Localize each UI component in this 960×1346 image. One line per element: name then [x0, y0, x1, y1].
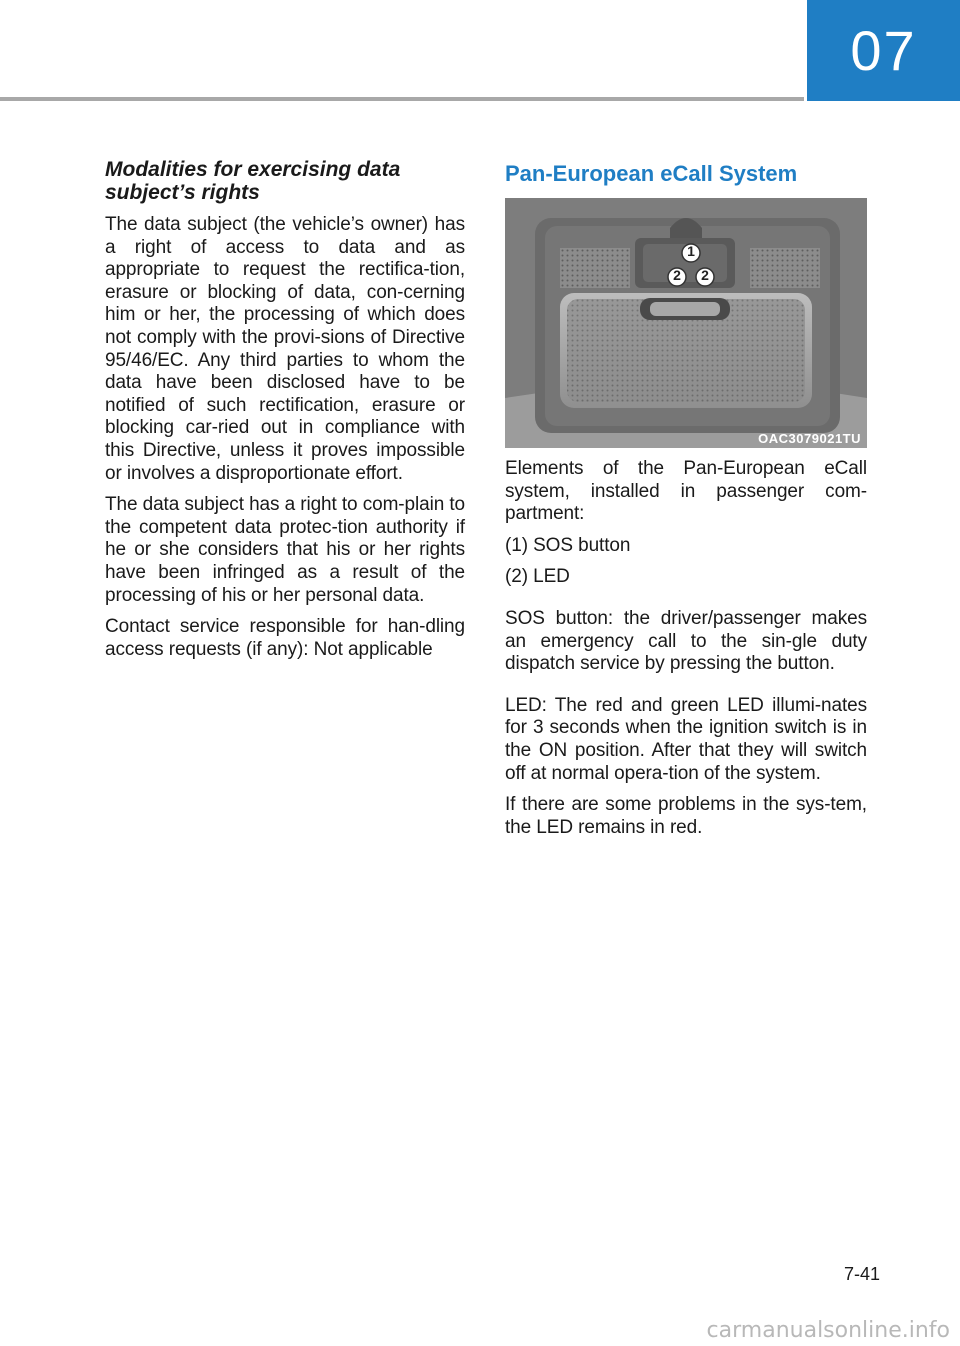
paragraph-sos-button: SOS button: the driver/passenger makes an emergency call to the sin-gle duty dispatch service by pressing the button. — [505, 607, 867, 675]
overhead-console-photo — [505, 198, 867, 448]
right-column — [505, 158, 867, 848]
paragraph-complaint: The data subject has a right to com-plain to the competent data protec-tion authority if he or she considers that his or her rights have been infringed as a result of the processing of his or her personal data. — [105, 494, 465, 606]
overhead-console-illustration — [505, 198, 867, 448]
chapter-tab — [807, 0, 960, 101]
paragraph-contact: Contact service responsible for han-dling access requests (if any): Not applicable — [105, 616, 465, 660]
list-item-led: (2) LED — [505, 566, 570, 588]
list-item-sos-button: (1) SOS button — [505, 534, 631, 556]
header-rule — [0, 97, 804, 101]
paragraph-data-access: The data subject (the vehicle’s owner) has a right of access to data and as appropriate to request the rectifica-tion, erasure or blocking of data, con-cerning him or her, the processing of which does not comply with the provi-sions of Directive 95/46/EC. Any third parties to whom the data have been disclosed have to be notified of such rectification, erasure or blocking car-ried out in compliance with this Directive, unless it proves impossible or involves a disproportionate effort. — [105, 214, 465, 484]
left-column — [105, 158, 465, 670]
callout-2-right: 2 — [701, 267, 709, 283]
figure-code: OAC3079021TU — [758, 431, 861, 446]
section-subheading: Modalities for exercising data subject’s rights — [105, 158, 401, 204]
paragraph-problems: If there are some problems in the sys-tem, the LED remains in red. — [505, 794, 867, 838]
paragraph-elements: Elements of the Pan-European eCall system, installed in passenger com-partment: — [505, 458, 867, 525]
watermark: carmanualsonline.info — [706, 1318, 950, 1343]
callout-2-left: 2 — [673, 267, 681, 283]
page-number: 7-41 — [843, 1264, 880, 1284]
section-title: Pan-European eCall System — [505, 161, 798, 186]
callout-1: 1 — [687, 243, 695, 259]
paragraph-led: LED: The red and green LED illumi-nates for 3 seconds when the ignition switch is in the ON position. After that they will switch off at normal opera-tion of the system. — [505, 694, 867, 784]
chapter-number: 07 — [850, 19, 917, 82]
